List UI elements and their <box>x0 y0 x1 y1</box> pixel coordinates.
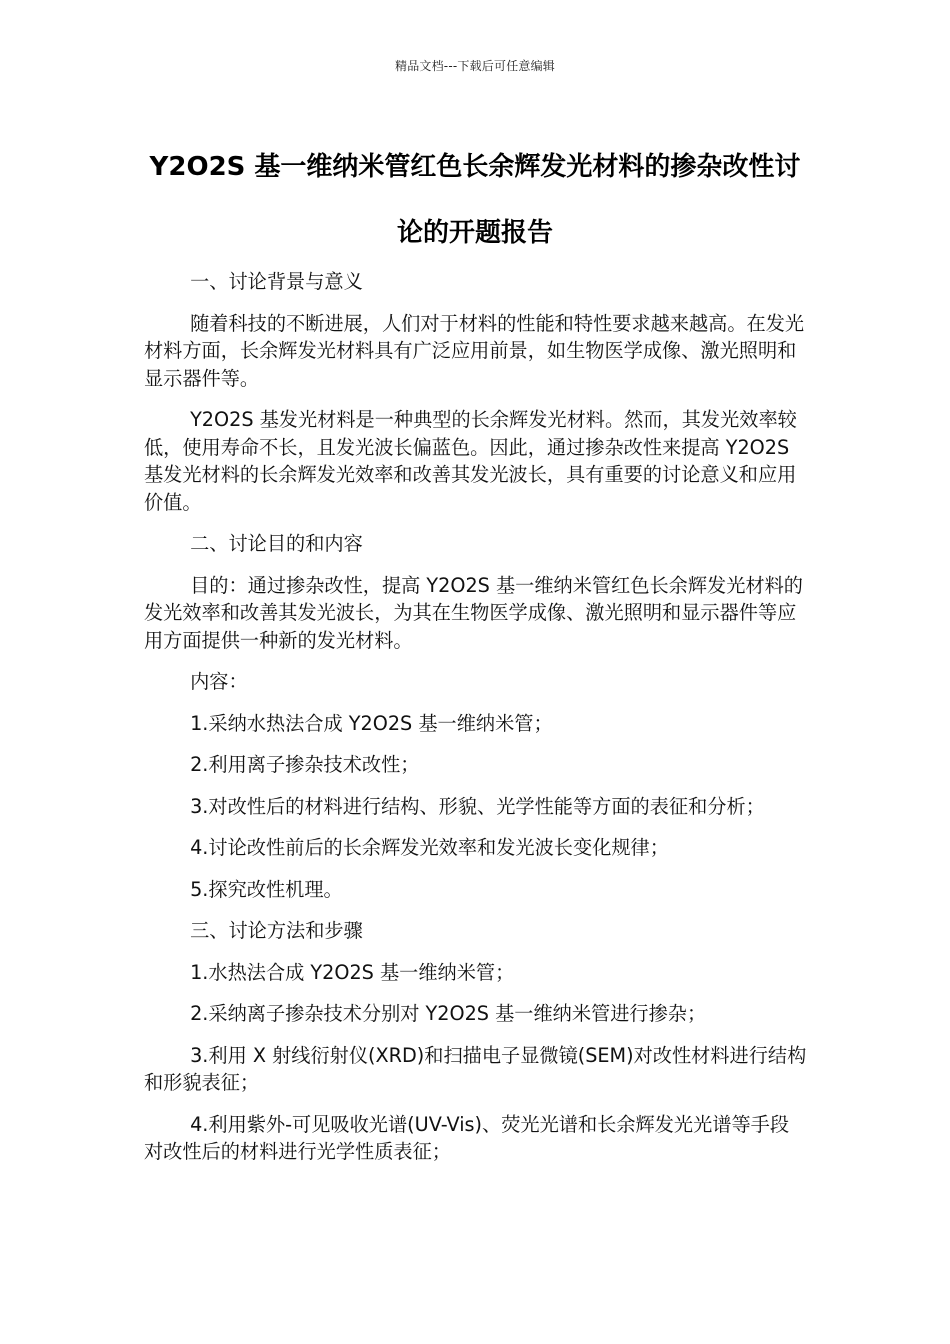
content-item-2: 2.利用离子掺杂技术改性； <box>190 753 420 776</box>
content-item-5: 5.探究改性机理。 <box>190 877 343 901</box>
section-heading-methods: 三、讨论方法和步骤 <box>190 919 363 942</box>
method-step-2: 2.采纳离子掺杂技术分别对 Y2O2S 基一维纳米管进行掺杂； <box>190 1002 707 1025</box>
page-header-watermark: 精品文档---下载后可任意编辑 <box>395 59 555 73</box>
section-heading-purpose: 二、讨论目的和内容 <box>190 532 363 555</box>
document-body <box>144 268 808 1180</box>
section-heading-background: 一、讨论背景与意义 <box>190 270 363 293</box>
paragraph-background-1: 随着科技的不断进展，人们对于材料的性能和特性要求越来越高。在发光材料方面，长余辉发光材料具有广泛应用前景，如生物医学成像、激光照明和显示器件等。 <box>144 311 805 390</box>
content-item-3: 3.对改性后的材料进行结构、形貌、光学性能等方面的表征和分析； <box>190 794 765 818</box>
content-item-4: 4.讨论改性前后的长余辉发光效率和发光波长变化规律； <box>190 836 669 859</box>
method-step-3: 3.利用 X 射线衍射仪(XRD)和扫描电子显微镜(SEM)对改性材料进行结构和形貌表征； <box>144 1043 807 1094</box>
content-item-1: 1.采纳水热法合成 Y2O2S 基一维纳米管； <box>190 711 553 735</box>
paragraph-purpose: 目的：通过掺杂改性，提高 Y2O2S 基一维纳米管红色长余辉发光材料的发光效率和改善其发光波长，为其在生物医学成像、激光照明和显示器件等应用方面提供一种新的发光材料。 <box>144 573 803 652</box>
method-step-1: 1.水热法合成 Y2O2S 基一维纳米管； <box>190 960 515 984</box>
content-label: 内容： <box>190 670 248 693</box>
method-step-4: 4.利用紫外-可见吸收光谱(UV-Vis)、荧光光谱和长余辉发光光谱等手段对改性后的材料进行光学性质表征； <box>144 1112 790 1163</box>
document-title: Y2O2S 基一维纳米管红色长余辉发光材料的掺杂改性讨论的开题报告 <box>149 152 801 248</box>
paragraph-background-2: Y2O2S 基发光材料是一种典型的长余辉发光材料。然而，其发光效率较低，使用寿命不长，且发光波长偏蓝色。因此，通过掺杂改性来提高 Y2O2S 基发光材料的长余辉发光效率和改善其发光波长，具有重要的讨论意义和应用价值。 <box>144 408 797 514</box>
